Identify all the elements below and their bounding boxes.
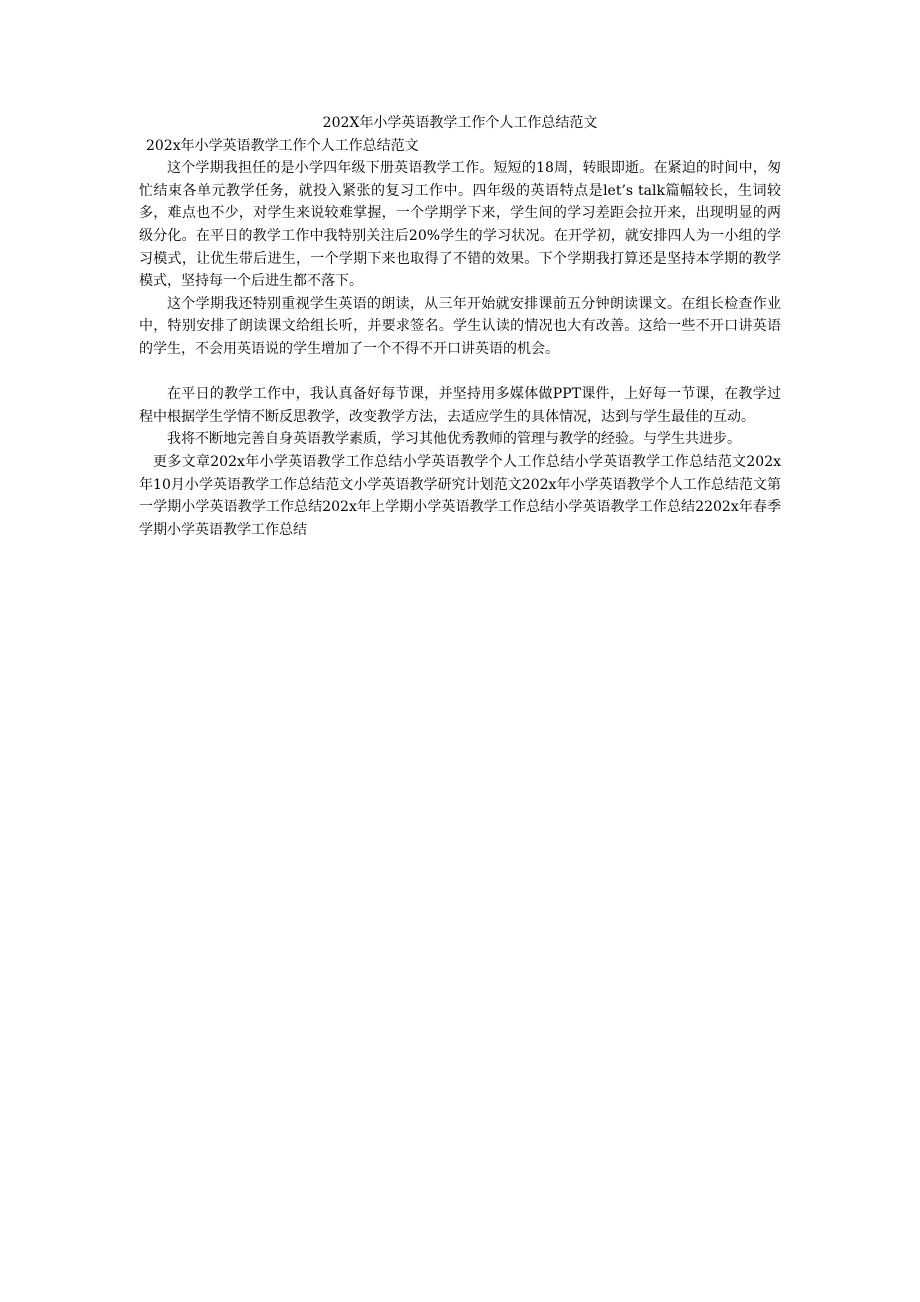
document-title: 202X年小学英语教学工作个人工作总结范文 <box>322 115 598 131</box>
more-articles: 更多文章202x年小学英语教学工作总结小学英语教学个人工作总结小学英语教学工作总结范文202x年10月小学英语教学工作总结范文小学英语教学研究计划范文202x年小学英语教学个人工作总结范文第一学期小学英语教学工作总结202x年上学期小学英语教学工作总结小学英语教学工作总结2202x年春季学期小学英语教学工作总结 <box>139 453 781 538</box>
document-subtitle: 202x年小学英语教学工作个人工作总结范文 <box>146 137 419 154</box>
paragraph-3: 在平日的教学工作中，我认真备好每节课，并坚持用多媒体做PPT课件，上好每一节课，在教学过程中根据学生学情不断反思教学，改变教学方法，去适应学生的具体情况，达到与学生最佳的互动。 <box>139 386 781 425</box>
document-body <box>139 112 781 541</box>
paragraph-2: 这个学期我还特别重视学生英语的朗读，从三年开始就安排课前五分钟朗读课文。在组长检查作业中，特别安排了朗读课文给组长听，并要求签名。学生认读的情况也大有改善。这给一些不开口讲英语的学生，不会用英语说的学生增加了一个不得不开口讲英语的机会。 <box>139 295 781 357</box>
paragraph-1: 这个学期我担任的是小学四年级下册英语教学工作。短短的18周，转眼即逝。在紧迫的时间中，匆忙结束各单元教学任务，就投入紧张的复习工作中。四年级的英语特点是let’s talk篇幅较长，生词较多，难点也不少，对学生来说较难掌握，一个学期学下来，学生间的学习差距会拉开来，出现明显的两级分化。在平日的教学工作中我特别关注后20%学生的学习状况。在开学初，就安排四人为一小组的学习模式，让优生带后进生，一个学期下来也取得了不错的效果。下个学期我打算还是坚持本学期的教学模式，坚持每一个后进生都不落下。 <box>139 160 781 290</box>
blank-line <box>139 361 781 384</box>
paragraph-4: 我将不断地完善自身英语教学素质，学习其他优秀教师的管理与教学的经验。与学生共进步。 <box>167 431 741 448</box>
